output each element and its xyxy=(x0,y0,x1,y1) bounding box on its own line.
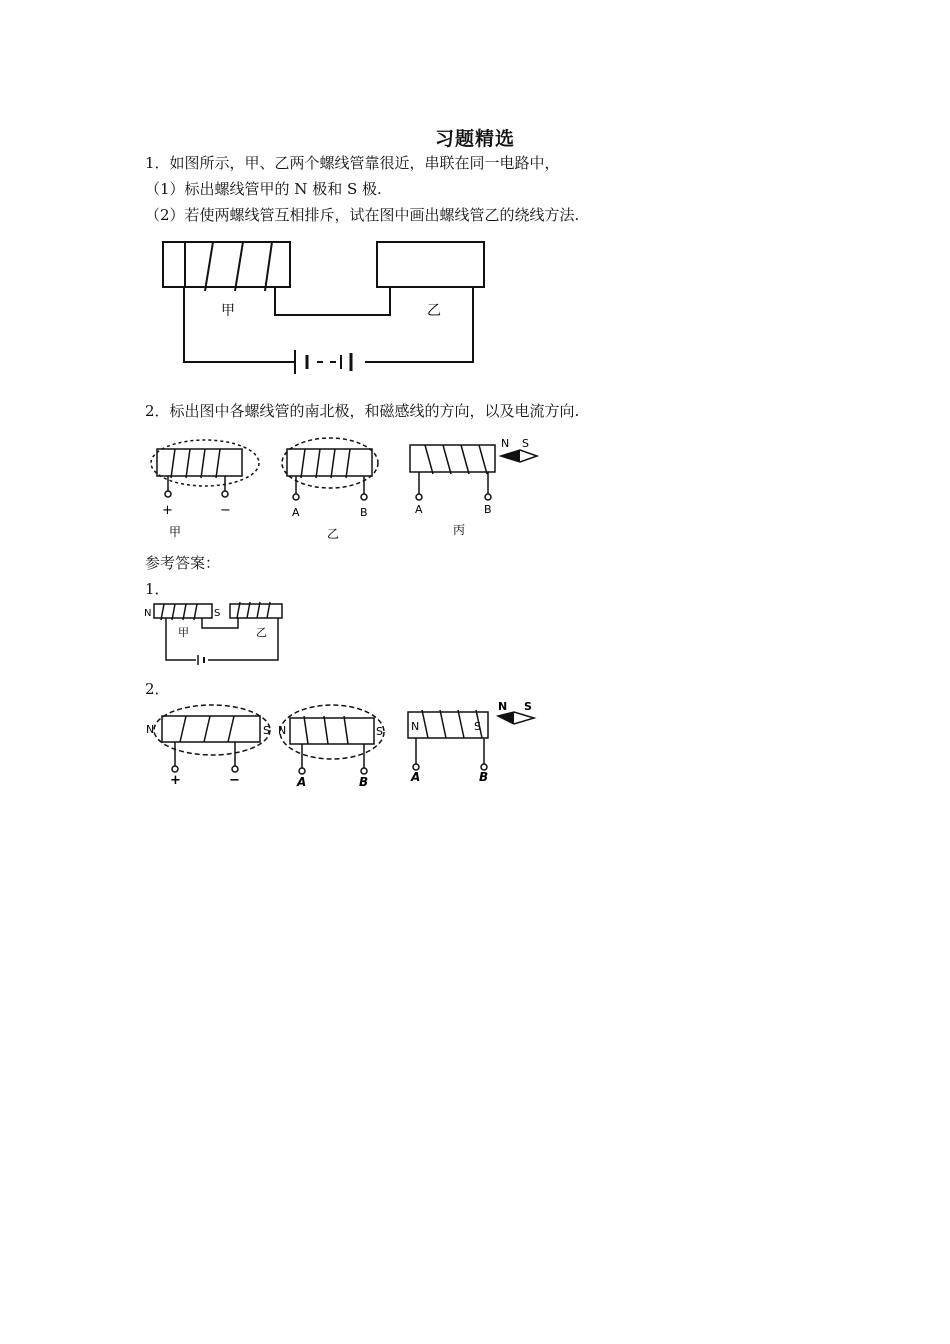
coil-turn xyxy=(344,716,348,744)
compass-needle-n-end xyxy=(501,450,520,462)
terminal xyxy=(232,766,238,772)
label-plus: + xyxy=(162,503,173,518)
label-B: B xyxy=(359,775,369,788)
terminal xyxy=(485,494,491,500)
solenoid-jia xyxy=(157,449,242,476)
label-B: B xyxy=(479,770,489,784)
label-yi: 乙 xyxy=(256,626,267,639)
field-line xyxy=(154,705,270,755)
coil-turn xyxy=(331,449,335,478)
label-yi: 乙 xyxy=(327,527,340,541)
coil-turn xyxy=(180,716,186,742)
coil-turn xyxy=(425,445,433,474)
coil-turn xyxy=(186,449,190,478)
label-bing: 丙 xyxy=(453,523,466,537)
coil-turn xyxy=(235,242,243,291)
wire xyxy=(166,618,196,660)
terminal xyxy=(293,494,299,500)
wire xyxy=(202,618,238,628)
solenoid-yi xyxy=(377,242,484,287)
solenoid xyxy=(290,718,374,744)
coil-turn xyxy=(458,710,464,738)
coil-turn xyxy=(216,449,220,478)
wire xyxy=(365,287,473,362)
terminal xyxy=(361,768,367,774)
question-2-stem: 2．标出图中各螺线管的南北极，和磁感线的方向，以及电流方向. xyxy=(145,402,580,420)
coil-turn xyxy=(205,242,213,291)
question-1-part-2: （2）若使两螺线管互相排斥，试在图中画出螺线管乙的绕线方法. xyxy=(145,206,580,224)
compass-label-n: N xyxy=(498,700,508,713)
page-title: 习题精选 xyxy=(434,128,515,150)
coil-turn xyxy=(204,716,210,742)
label-minus: − xyxy=(229,773,240,788)
label-A: A xyxy=(297,775,307,788)
label-B: B xyxy=(484,503,492,516)
compass-label-s: S xyxy=(524,700,532,713)
coil-turn xyxy=(346,449,350,478)
label-plus: + xyxy=(170,773,181,788)
coil-turn xyxy=(201,449,205,478)
coil-turn xyxy=(316,449,320,478)
label-s: S xyxy=(474,720,481,733)
label-A: A xyxy=(415,503,423,516)
terminal xyxy=(172,766,178,772)
field-line xyxy=(151,440,259,486)
coil-turn xyxy=(301,449,305,478)
label-A: A xyxy=(411,770,421,784)
wire xyxy=(184,287,295,362)
terminal xyxy=(361,494,367,500)
terminal xyxy=(165,491,171,497)
coil-turn xyxy=(461,445,469,474)
label-B: B xyxy=(360,506,368,519)
solenoid-yi xyxy=(287,449,372,476)
answer-1-number: 1． xyxy=(145,580,170,598)
answer-2-number: 2． xyxy=(145,680,170,698)
label-minus: − xyxy=(220,503,231,518)
compass-label-n: N xyxy=(501,437,510,450)
answers-heading: 参考答案： xyxy=(145,554,221,572)
wire xyxy=(275,287,390,315)
coil-turn xyxy=(443,445,451,474)
coil-turn xyxy=(324,716,328,744)
coil-turn xyxy=(440,710,446,738)
label-A: A xyxy=(292,506,300,519)
question-1-figure xyxy=(155,235,495,375)
answer-2-figure xyxy=(142,696,542,788)
question-1-stem: 1．如图所示，甲、乙两个螺线管靠很近，串联在同一电路中， xyxy=(145,154,560,172)
question-2-figure xyxy=(145,428,555,543)
label-jia: 甲 xyxy=(169,525,182,539)
label-s: S xyxy=(263,724,270,737)
question-1-part-1: （1）标出螺线管甲的 N 极和 S 极. xyxy=(145,180,382,198)
label-n: N xyxy=(144,608,152,619)
label-yi: 乙 xyxy=(427,303,441,319)
label-jia: 甲 xyxy=(178,626,189,639)
coil-turn xyxy=(479,445,487,474)
terminal xyxy=(299,768,305,774)
field-line xyxy=(280,705,384,759)
terminal xyxy=(222,491,228,497)
coil-turn xyxy=(422,710,428,738)
label-jia: 甲 xyxy=(221,303,235,319)
coil-turn xyxy=(228,716,234,742)
answer-1-figure xyxy=(142,598,292,666)
compass-label-s: S xyxy=(522,437,529,450)
solenoid xyxy=(162,716,260,742)
coil-turn xyxy=(265,242,272,291)
terminal xyxy=(416,494,422,500)
coil-turn xyxy=(304,716,308,744)
coil-turn xyxy=(171,449,175,478)
label-n: N xyxy=(146,723,155,736)
label-s: S xyxy=(214,608,221,619)
wire xyxy=(208,618,278,660)
label-s: S xyxy=(376,725,383,738)
label-n: N xyxy=(278,724,287,737)
label-n: N xyxy=(411,720,420,733)
